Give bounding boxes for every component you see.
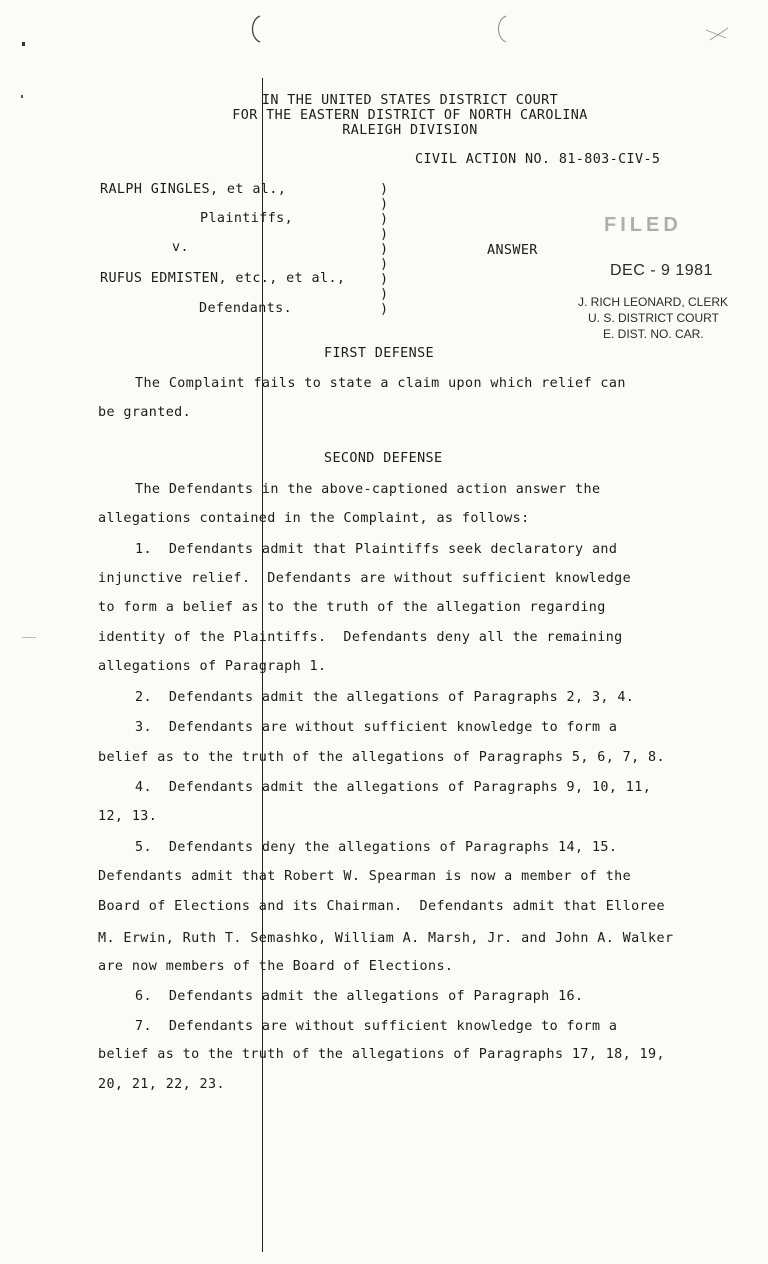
caption-bracket: ) xyxy=(380,212,389,227)
body-line: be granted. xyxy=(98,405,192,420)
scan-dash-1 xyxy=(22,637,36,638)
filed-date-stamp: DEC - 9 1981 xyxy=(610,262,713,279)
court-heading-line-2: FOR THE EASTERN DISTRICT OF NORTH CAROLINA xyxy=(232,108,588,123)
caption-bracket: ) xyxy=(380,227,389,242)
scan-mark-top-left xyxy=(246,14,266,44)
document-type-answer: ANSWER xyxy=(487,243,538,258)
body-line: The Defendants in the above-captioned action answer the xyxy=(135,482,601,497)
body-line: 12, 13. xyxy=(98,809,158,824)
body-line: identity of the Plaintiffs. Defendants deny all the remaining xyxy=(98,630,623,645)
civil-action-number: CIVIL ACTION NO. 81-803-CIV-5 xyxy=(415,152,661,167)
second-defense-heading: SECOND DEFENSE xyxy=(324,451,443,466)
body-line: Board of Elections and its Chairman. Defendants admit that Elloree xyxy=(98,899,665,914)
body-line: 5. Defendants deny the allegations of Paragraphs 14, 15. xyxy=(135,840,618,855)
body-line: The Complaint fails to state a claim upon which relief can xyxy=(135,376,626,391)
caption-bracket: ) xyxy=(380,242,389,257)
scan-dot-1 xyxy=(22,42,25,46)
body-line: are now members of the Board of Elections. xyxy=(98,959,454,974)
body-line: allegations contained in the Complaint, as follows: xyxy=(98,511,530,526)
court-heading-line-3: RALEIGH DIVISION xyxy=(342,123,478,138)
caption-defendant-role: Defendants. xyxy=(199,301,293,316)
caption-versus: v. xyxy=(172,240,189,255)
body-line: 7. Defendants are without sufficient knowledge to form a xyxy=(135,1019,618,1034)
caption-bracket: ) xyxy=(380,302,389,317)
body-line: 1. Defendants admit that Plaintiffs seek declaratory and xyxy=(135,542,618,557)
court-heading-line-1: IN THE UNITED STATES DISTRICT COURT xyxy=(261,93,559,108)
caption-defendant: RUFUS EDMISTEN, etc., et al., xyxy=(100,271,346,286)
caption-bracket: ) xyxy=(380,272,389,287)
body-line: belief as to the truth of the allegations of Paragraphs 5, 6, 7, 8. xyxy=(98,750,665,765)
caption-plaintiff-role: Plaintiffs, xyxy=(200,211,294,226)
body-line: 20, 21, 22, 23. xyxy=(98,1077,225,1092)
body-line: 6. Defendants admit the allegations of Paragraph 16. xyxy=(135,989,584,1004)
caption-bracket: ) xyxy=(380,287,389,302)
clerk-stamp-line-2: U. S. DISTRICT COURT xyxy=(588,311,719,325)
scan-mark-top-center xyxy=(492,14,512,44)
filed-stamp: FILED xyxy=(604,214,682,236)
body-line: injunctive relief. Defendants are without sufficient knowledge xyxy=(98,571,632,586)
body-line: to form a belief as to the truth of the allegation regarding xyxy=(98,600,606,615)
body-line: 3. Defendants are without sufficient knowledge to form a xyxy=(135,720,618,735)
scan-dot-2 xyxy=(21,95,23,98)
body-line: M. Erwin, Ruth T. Semashko, William A. Marsh, Jr. and John A. Walker xyxy=(98,931,674,946)
body-line: allegations of Paragraph 1. xyxy=(98,659,327,674)
clerk-stamp-line-3: E. DIST. NO. CAR. xyxy=(603,327,704,341)
body-line: Defendants admit that Robert W. Spearman is now a member of the xyxy=(98,869,632,884)
caption-bracket: ) xyxy=(380,197,389,212)
body-line: 2. Defendants admit the allegations of Paragraphs 2, 3, 4. xyxy=(135,690,635,705)
body-line: 4. Defendants admit the allegations of Paragraphs 9, 10, 11, xyxy=(135,780,652,795)
body-line: belief as to the truth of the allegations of Paragraphs 17, 18, 19, xyxy=(98,1047,665,1062)
scan-mark-top-right xyxy=(704,26,730,42)
clerk-stamp-line-1: J. RICH LEONARD, CLERK xyxy=(578,295,729,309)
caption-plaintiff: RALPH GINGLES, et al., xyxy=(100,182,287,197)
caption-bracket: ) xyxy=(380,182,389,197)
caption-bracket: ) xyxy=(380,257,389,272)
first-defense-heading: FIRST DEFENSE xyxy=(324,346,435,361)
